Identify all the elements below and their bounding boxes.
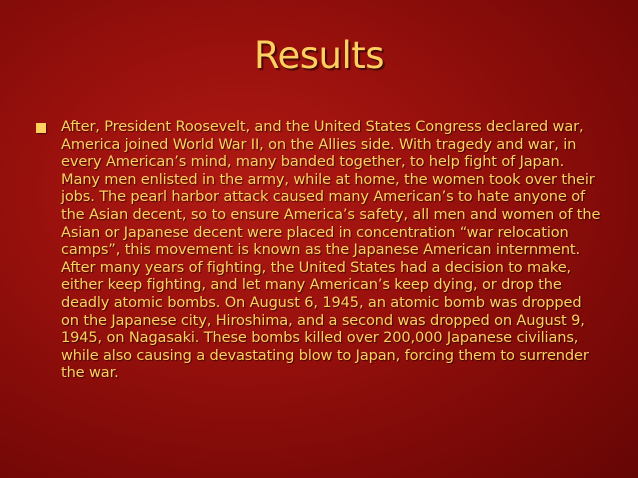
bullet-text: After, President Roosevelt, and the United States Congress declared war, America joined World War II, on the Allies side. With tragedy and war, in every American’s mind, many banded together, to help fight of Japan. Many men enlisted in the army, while at home, the women took over their jobs. The pearl harbor attack caused many American’s to hate anyone of the Asian decent, so to ensure America’s safety, all men and women of the Asian or Japanese decent were placed in concentration “war relocation camps”, this movement is known as the Japanese American internment. After many years of fighting, the United States had a decision to make, either keep fighting, and let many American’s keep dying, or drop the deadly atomic bombs. On August 6, 1945, an atomic bomb was dropped on the Japanese city, Hiroshima, and a second was dropped on August 9, 1945, on Nagasaki. These bombs killed over 200,000 Japanese civilians, while also causing a devastating blow to Japan, forcing them to surrender the war.: [61, 118, 601, 382]
slide-title: Results: [253, 34, 385, 77]
square-bullet-icon: [36, 123, 46, 133]
